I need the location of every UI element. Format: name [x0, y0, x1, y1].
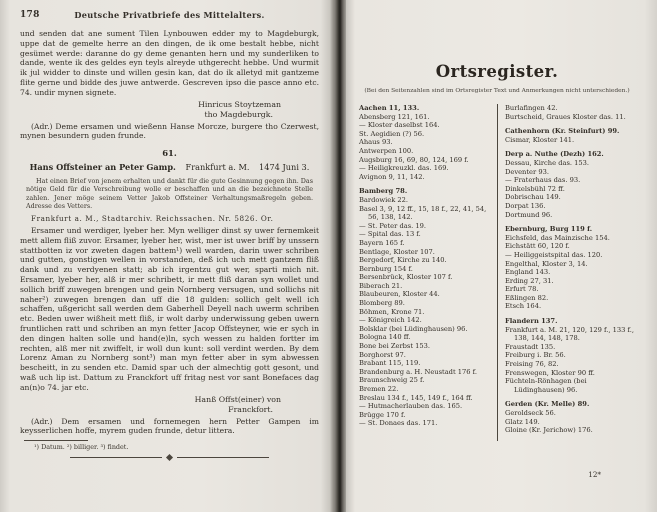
ornament-line: [70, 457, 162, 458]
register-entry: Eßlingen 82.: [505, 293, 549, 302]
register-entry: St. Aegidien (?) 56.: [359, 129, 425, 138]
printer-signature-mark: 12*: [588, 470, 601, 479]
letter-number: 61.: [162, 148, 177, 159]
register-entry: Burlafingen 42.: [505, 104, 558, 112]
footnote-rule: [24, 440, 88, 441]
register-entry: Cathenhorn (Kr. Steinfurt) 99.: [505, 127, 620, 136]
address-note-1: (Adr.) Deme ersamen und wießenn Hanse Morcze, burgere tho Czerwest, mynen besundern guden frunde.: [20, 121, 319, 141]
register-entry: Braunschweig 25 f.: [359, 376, 425, 385]
page-number: 178: [20, 10, 40, 20]
register-entry: Antwerpen 100.: [359, 146, 414, 155]
register-entry: Fraustadt 135.: [505, 342, 556, 351]
ornament-line: [177, 457, 269, 458]
register-entry: Eichsfeld, das Mainzische 154.: [505, 233, 610, 242]
archive-source-line: Frankfurt a. M., Stadtarchiv. Reichssachen. Nr. 5826. Or.: [31, 213, 274, 223]
section-divider-ornament: [20, 455, 319, 460]
register-entry: Bardowiek 22.: [359, 195, 409, 204]
register-entry: — Spital das. 13 f.: [359, 230, 421, 239]
register-subtitle: (Bei den Seitenzahlen sind im Ortsregister Text und Anmerkungen nicht unterschieden.): [364, 88, 630, 94]
register-entry: Etsch 164.: [505, 302, 542, 311]
register-entry: Bersenbrück, Kloster 107 f.: [359, 273, 453, 282]
letter-heading-date: 1474 Juni 3.: [259, 162, 310, 173]
register-entry: Basel 3, 9, 12 ff., 15, 18 f., 22, 41, 54, 56, 138, 142.: [359, 204, 487, 222]
register-columns: [359, 104, 635, 441]
register-entry: Augsburg 16, 69, 80, 124, 169 f.: [359, 155, 469, 164]
register-entry: Blomberg 89.: [359, 299, 405, 308]
register-entry: Derp a. Nuthe (Dezh) 162.: [505, 150, 604, 159]
register-title: Ortsregister.: [435, 62, 559, 81]
register-entry: Cismar, Kloster 141.: [505, 135, 575, 144]
signature-block-2: [20, 395, 319, 415]
register-group: [505, 104, 635, 121]
footnotes: ¹) Datum. ²) billiger. ³) findet.: [34, 443, 129, 452]
register-entry: Ahaus 93.: [359, 138, 393, 147]
register-group: [505, 225, 635, 311]
register-entry: Böhmen, Krone 71.: [359, 307, 425, 316]
register-entry: Bolsklar (bei Lüdinghausen) 96.: [359, 324, 468, 333]
register-entry: — Königreich 142.: [359, 316, 422, 325]
letter-heading-parties: Hans Offsteiner an Peter Gamp.: [29, 162, 176, 173]
register-entry: Dessau, Kirche das. 153.: [505, 158, 590, 167]
register-entry: Füchteln-Rönhagen (bei Lüdinghausen) 96.: [505, 377, 587, 394]
running-title: Deutsche Privatbriefe des Mittelalters.: [74, 10, 265, 20]
register-column-2: [497, 104, 635, 441]
register-entry: — St. Peter das. 19.: [359, 221, 427, 230]
register-entry: Breslau 134 f., 145, 149 f., 164 ff.: [359, 393, 473, 402]
signature-name: Hanß Offst(einer) von: [194, 394, 281, 404]
register-entry: Biberach 21.: [359, 281, 403, 290]
register-entry: Brabant 115, 119.: [359, 359, 421, 368]
register-entry: Dobrischau 149.: [505, 193, 561, 202]
register-entry: Geroldseck 56.: [505, 409, 556, 417]
register-entry: Eichstätt 60, 120 f.: [505, 242, 570, 251]
register-entry: Bayern 165 f.: [359, 238, 405, 247]
register-entry: — Hutmacherlauben das. 165.: [359, 402, 463, 411]
diamond-ornament-icon: [166, 454, 173, 461]
register-entry: Brügge 170 f.: [359, 410, 406, 419]
register-entry: — Heiligkreuzkl. das. 169.: [359, 164, 449, 173]
register-entry: Bologna 140 ff.: [359, 333, 411, 342]
register-entry: Avignon 9, 11, 142.: [359, 172, 425, 181]
register-entry: Aachen 11, 133.: [359, 104, 420, 112]
register-entry: Bentlage, Kloster 107.: [359, 247, 435, 256]
register-entry: Gloine (Kr. Jerichow) 176.: [505, 426, 593, 435]
register-entry: Erfurt 78.: [505, 285, 539, 294]
letter-summary: Hat einen Brief von jenem erhalten und dankt für die gute Gesinnung gegen ihn. Das nötige Geld für die Verschreibung wolle er beschaffen und an die bezeichnete Stelle zahlen. Jener möge seinem Vetter Jakob Offsteiner Verhaltungsmaßregeln geben. Adresse des Vetters.: [26, 177, 313, 210]
register-entry: Engelthal, Kloster 3, 14.: [505, 259, 588, 268]
letter-body-main: Ersamer und werdiger, lyeber her. Myn welliger dinst sy uwer fernemkeit mett allem fliß zuvor. Ersamer, lyeber her, wist, mer ist uwer briff by unssern stattbotten iz vor zweten dagen battem¹) well warden, darin uwer schriben und gutten, gonstigen wellen in vorstanden, deß ich uch mett gantzem fliß dank und zu verdyenen statt; ab ich irgentzu gut wer, sparti mich nit. Ersamer, lyeber her, alß ir mer schribett, ir mett fliß daran syn wollet und sollich briff zuwegen brengen und gein Nornberg versugen, und sollichs nit naher²) zuwegen brengen dan uff die 18 gulden: sollich gelt well ich schaffen, ußgericht sall werden dem Gaberhell Deyell nach uwerm schriben etc. Beden uwer wißheit mett fliß, ir wolt darby underwissung geben uwern fruntlichen ratt und schriben an myn fetter Jacop Offsteyner, wie er sych in den dingen halten solle und hand(e)ln, sych wessen zu halden fortter im rechten, alß mer nit zwiffelt, ir woll dun kunt: soll verdint werden. By dem Lorenz Aman zu Nornberg sont³) man myn fetter aber in sym abwessen bescheitt, in zu senden etc. Damid spar uch der almechtig gott gesont, und waß uch lip ist. Dattum zu Franckfort uff fritag nest vor sant Bonefaces dag an(n)o 74. jar etc.: [20, 225, 319, 392]
register-entry: — St. Donaes das. 171.: [359, 419, 438, 428]
address-note-2: (Adr.) Dem ersamen und fornemegen hern Petter Gampen im keysserlichen hoffe, myrem guden frunde, detur littera.: [20, 416, 319, 436]
register-entry: Bamberg 78.: [359, 187, 408, 196]
register-entry: Bone bei Zerbst 153.: [359, 342, 431, 351]
register-entry: Frenswegen, Kloster 90 ff.: [505, 368, 595, 377]
register-entry: Erding 27, 31.: [505, 276, 554, 285]
register-entry: England 143.: [505, 268, 551, 277]
register-entry: Freising 76, 82.: [505, 360, 559, 369]
register-entry: Deventer 93.: [505, 167, 549, 176]
signature-place: tho Magdeburgk.: [204, 109, 273, 119]
register-entry: Gerden (Kr. Melle) 89.: [505, 400, 590, 409]
signature-block-1: [20, 100, 319, 120]
register-entry: Flandern 137.: [505, 317, 558, 326]
register-entry: — Fraterhaus das. 93.: [505, 176, 581, 185]
register-entry: Ebernburg, Burg 119 f.: [505, 225, 593, 234]
register-entry: Blaubeuren, Kloster 44.: [359, 290, 440, 299]
signature-name: Hinricus Stoytzeman: [198, 99, 281, 109]
register-group: [505, 400, 635, 434]
register-group: [359, 187, 491, 428]
register-column-1: [359, 104, 497, 441]
register-entry: Bernburg 154 f.: [359, 264, 413, 273]
register-entry: Brandenburg a. H. Neustadt 176 f.: [359, 367, 478, 376]
register-entry: Frankfurt a. M. 21, 120, 129 f., 133 f., 138, 144, 148, 178.: [505, 325, 634, 343]
register-entry: Dinkelsbühl 72 ff.: [505, 184, 565, 193]
page-header: [20, 10, 319, 20]
register-entry: Borghorst 97.: [359, 350, 406, 359]
register-entry: — Heiliggeistspital das. 120.: [505, 250, 603, 259]
register-entry: — Kloster daselbst 164.: [359, 121, 440, 130]
letter-body-continuation: und senden dat ane sument Tilen Lynbouwen edder my to Magdeburgk, uppe dat de gemelte herre an den dingen, de ik ome bestalt hebbe, nicht gesümet werde: daranne do gy deme genanten hern und my sunderliken to dande, wente ik des geldes eyn teyls alreyde uthgerecht hebbe. Und wurmit ik jul widder to dinste und willen gesin kan, dat do ik alletyd mit gantzeme flite gerne und bidde des juwe antwerde. Gescreven ipso die pasce anno etc. 74. undir mynen signete.: [20, 29, 319, 97]
letter-heading-place: Frankfurt a. M.: [185, 162, 250, 173]
register-entry: Dorpat 136.: [505, 201, 546, 210]
register-entry: Bremen 22.: [359, 385, 399, 393]
register-group: [505, 150, 635, 219]
register-entry: Dortmund 96.: [505, 210, 553, 219]
letter-heading: [20, 162, 319, 172]
signature-place: Franckfort.: [228, 404, 273, 414]
register-entry: Freiburg i. Br. 56.: [505, 351, 566, 360]
register-entry: Abensberg 121, 161.: [359, 112, 430, 121]
register-entry: Burtscheid, Graues Kloster das. 11.: [505, 112, 626, 121]
register-group: [505, 127, 635, 144]
register-entry: Glatz 149.: [505, 417, 540, 426]
right-page: [346, 0, 657, 512]
register-group: [359, 104, 491, 181]
register-entry: Bergedorf, Kirche zu 140.: [359, 256, 447, 265]
register-group: [505, 317, 635, 394]
